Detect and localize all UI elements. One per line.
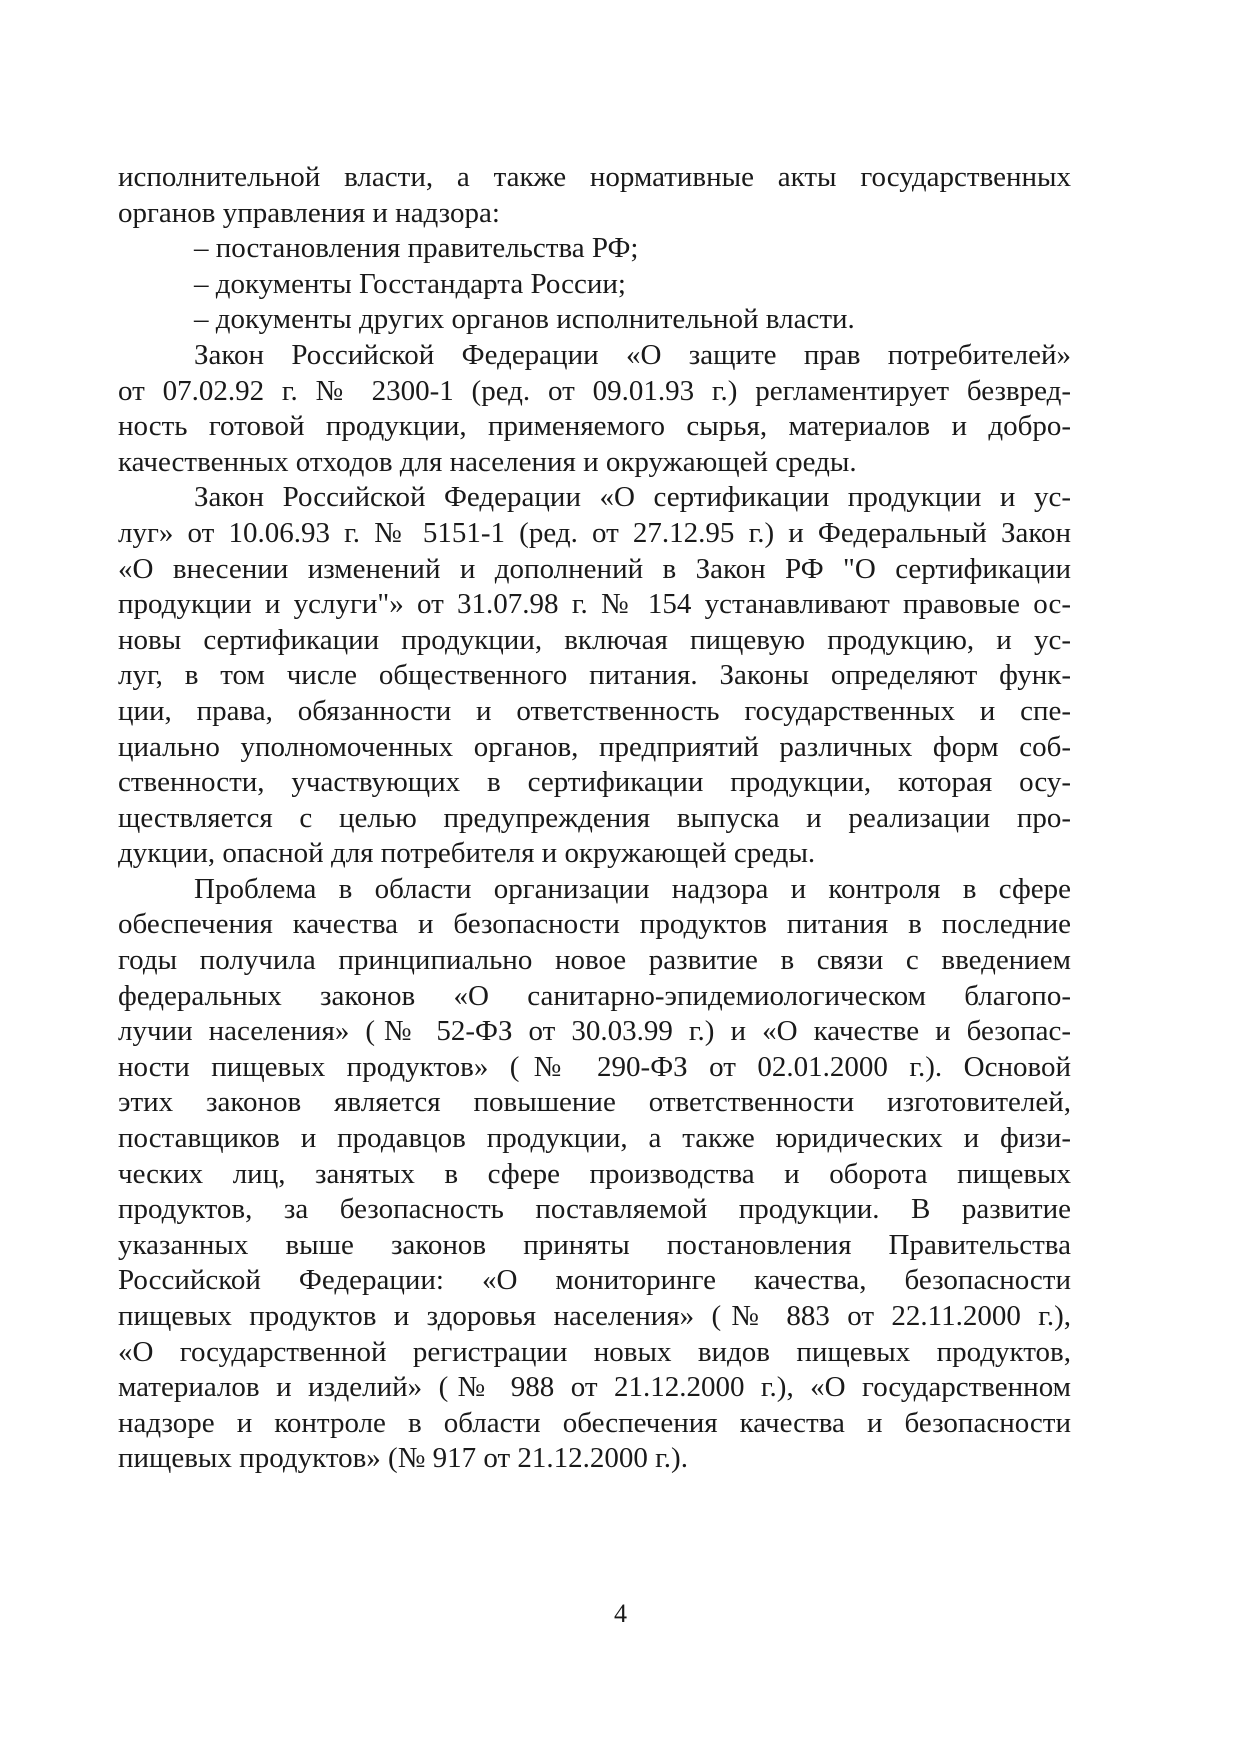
text-line: указанных выше законов приняты постановления Правительства (118, 1228, 1071, 1261)
text-line: поставщиков и продавцов продукции, а также юридических и физи- (118, 1122, 1071, 1155)
dash-list (118, 231, 1071, 338)
text-line: «О внесении изменений и дополнений в Закон РФ "О сертификации (118, 552, 1071, 585)
text-line: лучии населения» (№ 52-ФЗ от 30.03.99 г.) и «О качестве и безопас- (118, 1015, 1071, 1048)
text-line: годы получила принципиально новое развитие в связи с введением (118, 944, 1071, 977)
text-line: ществляется с целью предупреждения выпуска и реализации про- (118, 801, 1071, 834)
text-line: Закон Российской Федерации «О сертификации продукции и ус- (194, 481, 1071, 514)
text-line: циально уполномоченных органов, предприятий различных форм соб- (118, 730, 1071, 763)
text-line: Проблема в области организации надзора и контроля в сфере (194, 872, 1071, 905)
page-number: 4 (614, 1599, 627, 1628)
text-line: пищевых продуктов и здоровья населения» (№ 883 от 22.11.2000 г.), (118, 1300, 1071, 1332)
text-line: продуктов, за безопасность поставляемой продукции. В развитие (118, 1193, 1071, 1226)
text-line: органов управления и надзора: (118, 196, 500, 229)
list-item: – документы Госстандарта России; (194, 267, 626, 300)
paragraph-certification-law (118, 480, 1071, 872)
text-line: этих законов является повышение ответственности изготовителей, (118, 1086, 1071, 1119)
text-line: исполнительной власти, а также нормативные акты государственных (118, 161, 1071, 193)
text-line: качественных отходов для населения и окружающей среды. (118, 445, 857, 478)
text-line: ческих лиц, занятых в сфере производства и оборота пищевых (118, 1157, 1071, 1190)
text-line: надзоре и контроле в области обеспечения качества и безопасности (118, 1406, 1071, 1439)
text-line: Закон Российской Федерации «О защите прав потребителей» (194, 338, 1071, 371)
text-line: от 07.02.92 г. № 2300-1 (ред. от 09.01.93 г.) регламентирует безвред- (118, 374, 1071, 407)
text-line: дукции, опасной для потребителя и окружающей среды. (118, 837, 816, 870)
text-line: ность готовой продукции, применяемого сырья, материалов и добро- (118, 410, 1071, 443)
text-line: луг, в том числе общественного питания. Законы определяют функ- (118, 659, 1071, 692)
text-line: федеральных законов «О санитарно-эпидемиологическом благопо- (118, 979, 1071, 1012)
text-line: пищевых продуктов» (№ 917 от 21.12.2000 г.). (118, 1442, 688, 1475)
text-line: луг» от 10.06.93 г. № 5151-1 (ред. от 27.12.95 г.) и Федеральный Закон (118, 516, 1071, 549)
paragraph-intro (118, 160, 1071, 231)
text-line: ции, права, обязанности и ответственность государственных и спе- (118, 694, 1071, 727)
text-line: «О государственной регистрации новых видов пищевых продуктов, (118, 1335, 1071, 1368)
text-line: продукции и услуги"» от 31.07.98 г. № 154 устанавливают правовые ос- (118, 588, 1071, 621)
text-line: Российской Федерации: «О мониторинге качества, безопасности (118, 1264, 1071, 1297)
paragraph-food-safety (118, 872, 1071, 1477)
text-line: ности пищевых продуктов» (№ 290-ФЗ от 02.01.2000 г.). Основой (118, 1050, 1071, 1083)
list-item: – постановления правительства РФ; (194, 232, 639, 265)
paragraph-consumer-law (118, 338, 1071, 480)
text-line: обеспечения качества и безопасности продуктов питания в последние (118, 908, 1071, 941)
text-line: новы сертификации продукции, включая пищевую продукцию, и ус- (118, 623, 1071, 656)
list-item: – документы других органов исполнительной власти. (194, 303, 855, 336)
body-text (118, 160, 1071, 1477)
text-line: ственности, участвующих в сертификации продукции, которая осу- (118, 766, 1071, 799)
text-line: материалов и изделий» (№ 988 от 21.12.2000 г.), «О государственном (118, 1371, 1071, 1404)
